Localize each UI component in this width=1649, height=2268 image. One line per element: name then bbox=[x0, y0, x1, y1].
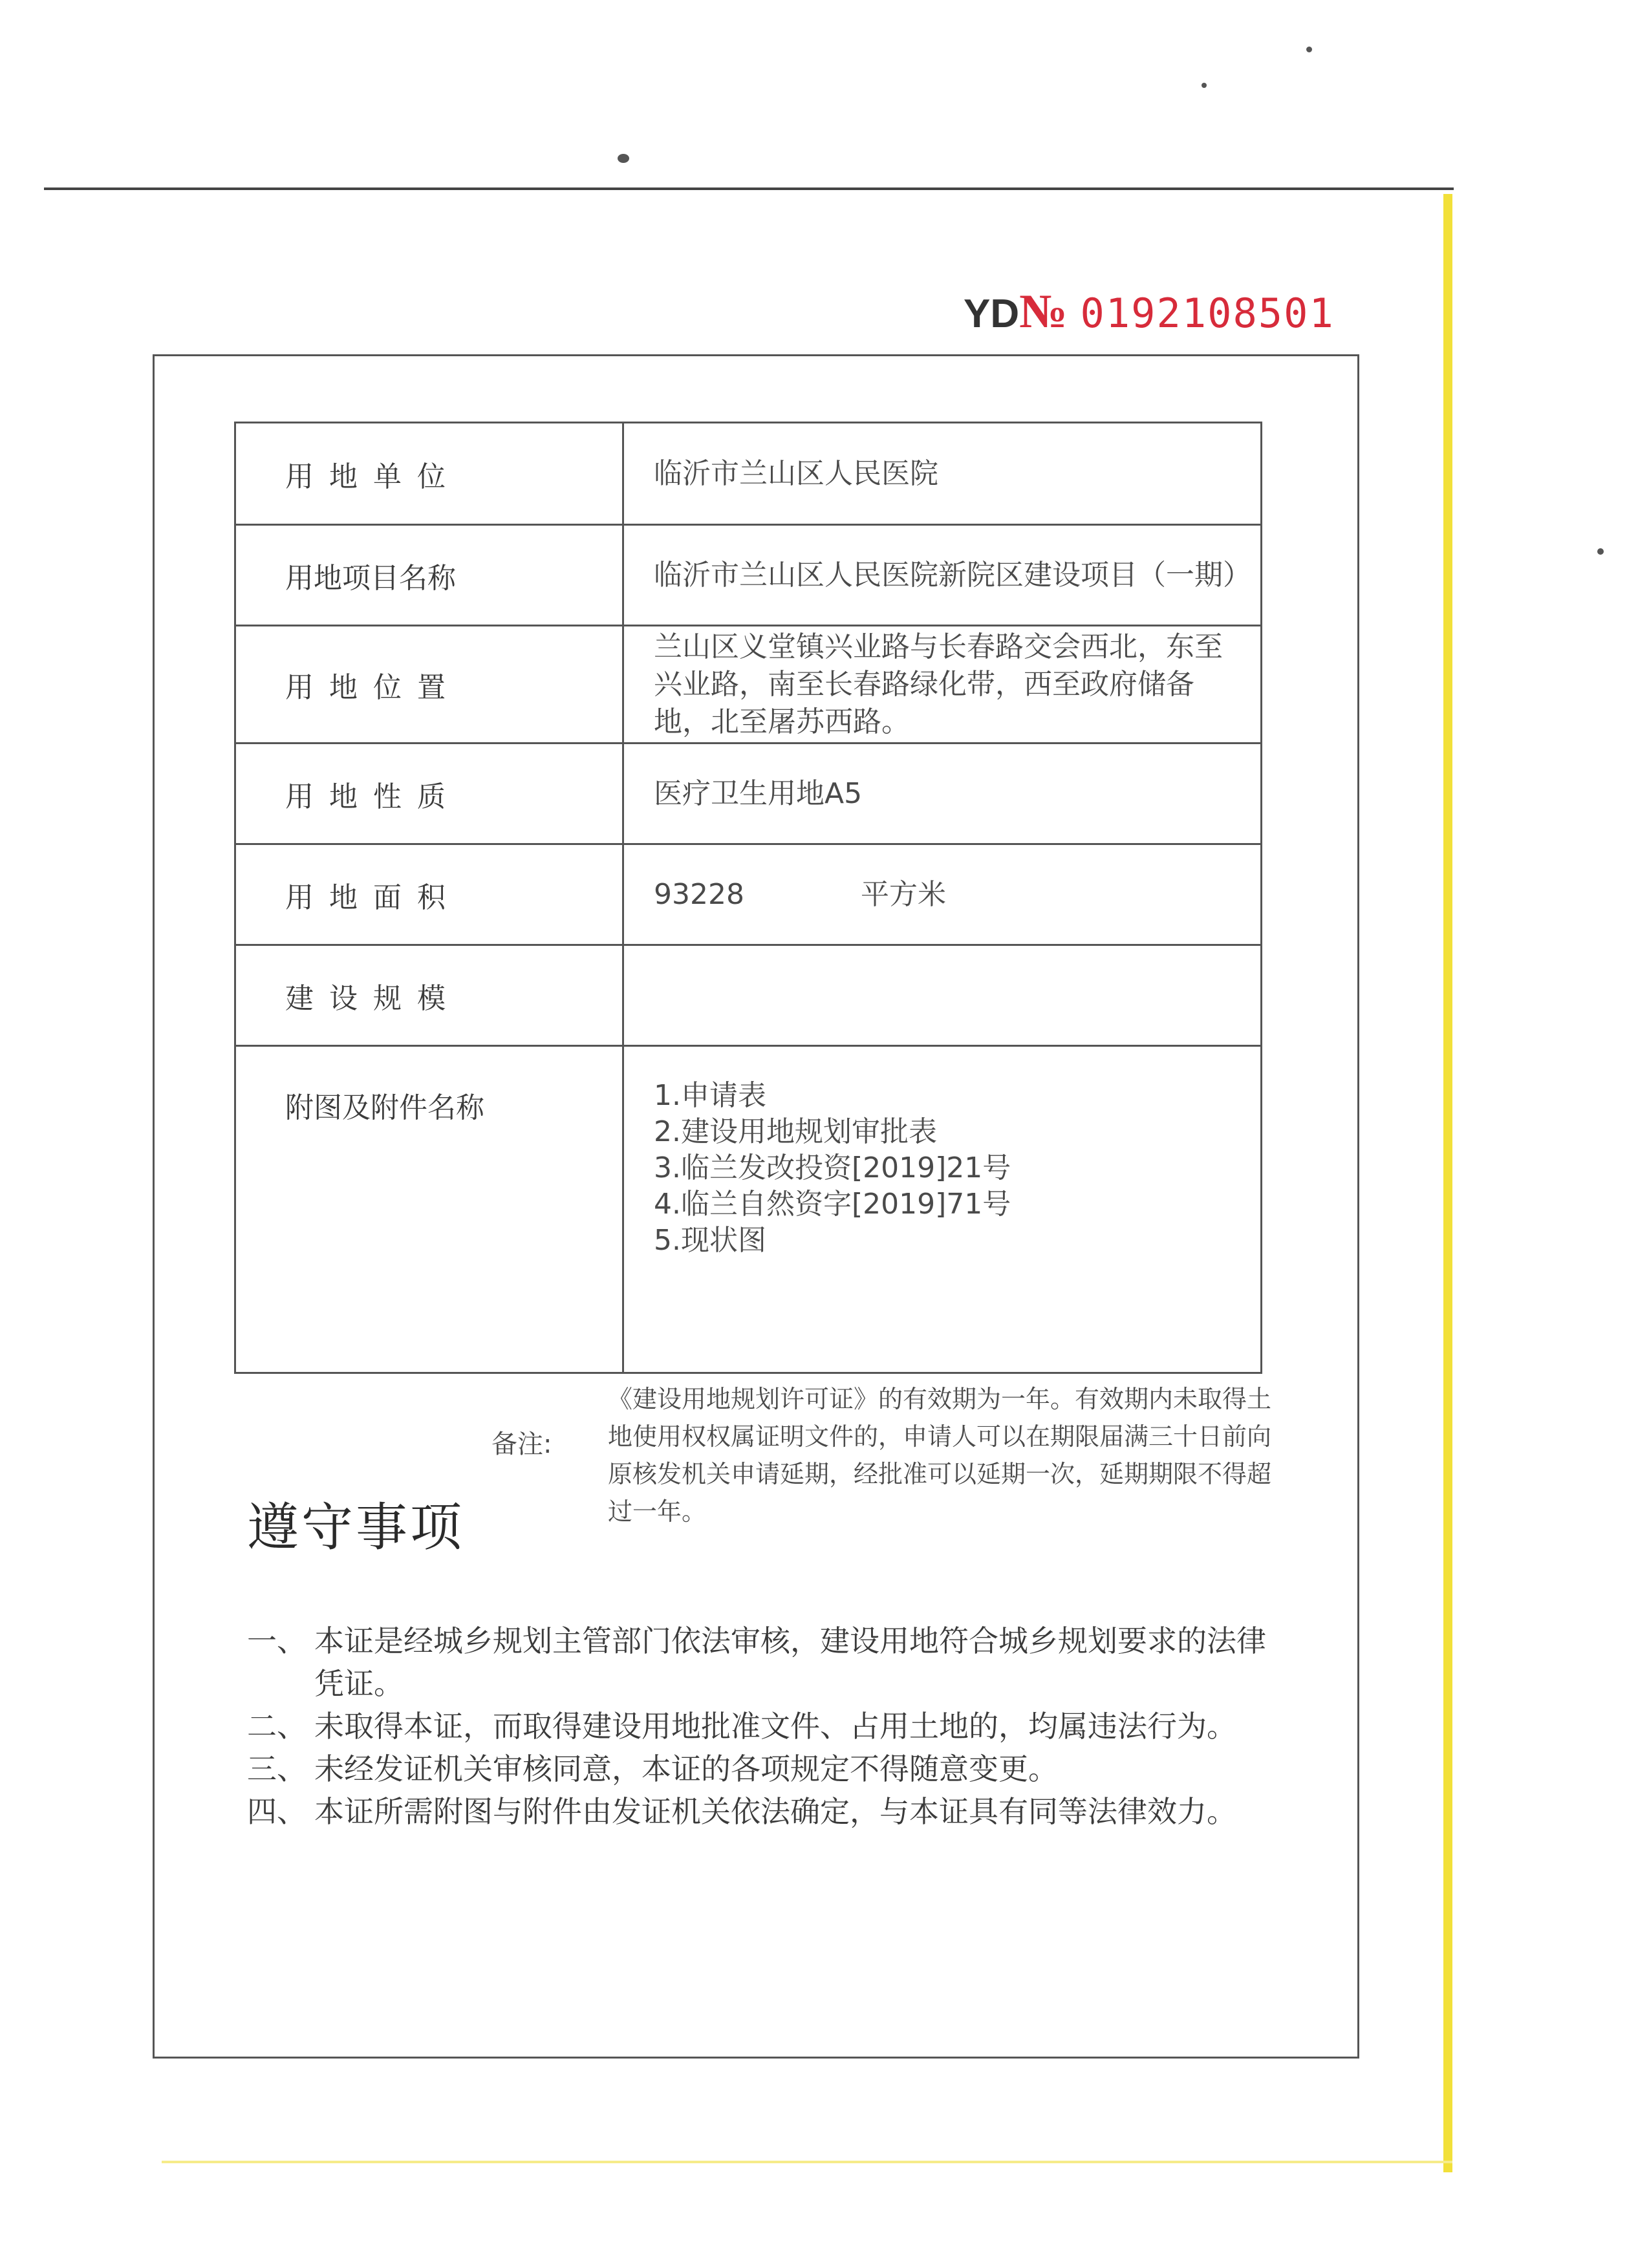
table-row-location bbox=[235, 626, 1262, 744]
rule-number: 二、 bbox=[247, 1709, 307, 1744]
rule-item bbox=[247, 1620, 1295, 1705]
scan-speck bbox=[1202, 83, 1207, 88]
land-area-cell bbox=[623, 844, 1262, 945]
attachment-item: 5.现状图 bbox=[654, 1224, 766, 1257]
location-label: 用地位置 bbox=[235, 626, 623, 744]
rule-text: 未经发证机关审核同意，本证的各项规定不得随意变更。 bbox=[314, 1751, 1058, 1786]
attachments-list bbox=[654, 1078, 1247, 1259]
scan-speck bbox=[1597, 548, 1604, 555]
scan-speck bbox=[618, 154, 629, 163]
attachment-item: 2.建设用地规划审批表 bbox=[654, 1115, 937, 1148]
table-row-scale bbox=[235, 945, 1262, 1046]
table-row-attachments bbox=[235, 1046, 1262, 1373]
scale-label: 建设规模 bbox=[235, 945, 623, 1046]
project-name-label: 用地项目名称 bbox=[235, 525, 623, 626]
serial-prefix: YD bbox=[964, 292, 1020, 336]
rule-number: 四、 bbox=[247, 1794, 307, 1829]
rule-text: 本证所需附图与附件由发证机关依法确定，与本证具有同等法律效力。 bbox=[314, 1794, 1236, 1829]
rule-item bbox=[247, 1748, 1295, 1790]
land-area-value: 93228 bbox=[654, 877, 744, 911]
attachment-item: 1.申请表 bbox=[654, 1079, 766, 1112]
serial-no-mark: № bbox=[1019, 285, 1068, 338]
remark-text: 《建设用地规划许可证》的有效期为一年。有效期内未取得土地使用权权属证明文件的，申请人可以在期限届满三十日前向原核发机关申请延期，经批准可以延期一次，延期期限不得超过一年。 bbox=[608, 1385, 1272, 1526]
rules-list bbox=[247, 1620, 1295, 1833]
land-area-label: 用地面积 bbox=[235, 844, 623, 945]
yellow-cover-edge bbox=[1443, 194, 1452, 2172]
land-nature-label: 用地性质 bbox=[235, 744, 623, 844]
page-top-edge-line bbox=[44, 187, 1454, 190]
land-nature-value: 医疗卫生用地A5 bbox=[623, 744, 1262, 844]
yellow-bottom-edge bbox=[162, 2161, 1452, 2163]
scale-value bbox=[623, 945, 1262, 1046]
scan-speck bbox=[1306, 47, 1312, 52]
rule-text: 未取得本证，而取得建设用地批准文件、占用土地的，均属违法行为。 bbox=[314, 1709, 1236, 1744]
attachments-cell bbox=[623, 1046, 1262, 1373]
section-title: 遵守事项 bbox=[247, 1497, 464, 1557]
table-row-land-user bbox=[235, 423, 1262, 525]
land-area-unit: 平方米 bbox=[860, 877, 946, 911]
table-row-project-name bbox=[235, 525, 1262, 626]
attachment-item: 3.临兰发改投资[2019]21号 bbox=[654, 1151, 1011, 1184]
location-value: 兰山区义堂镇兴业路与长春路交会西北，东至兴业路，南至长春路绿化带，西至政府储备地，北至屠苏西路。 bbox=[623, 626, 1262, 744]
serial-digits: 0192108501 bbox=[1080, 290, 1335, 337]
rule-text: 本证是经城乡规划主管部门依法审核，建设用地符合城乡规划要求的法律凭证。 bbox=[314, 1623, 1266, 1701]
rule-number: 三、 bbox=[247, 1751, 307, 1786]
table-row-land-area bbox=[235, 844, 1262, 945]
rule-number: 一、 bbox=[247, 1623, 307, 1658]
land-user-value: 临沂市兰山区人民医院 bbox=[623, 423, 1262, 525]
attachment-item: 4.临兰自然资字[2019]71号 bbox=[654, 1188, 1011, 1221]
rule-item bbox=[247, 1790, 1295, 1833]
serial-number bbox=[964, 284, 1335, 339]
permit-table bbox=[234, 422, 1262, 1374]
land-user-label: 用地单位 bbox=[235, 423, 623, 525]
attachments-label: 附图及附件名称 bbox=[235, 1046, 623, 1373]
remark-label: 备注: bbox=[491, 1429, 552, 1459]
table-row-land-nature bbox=[235, 744, 1262, 844]
rule-item bbox=[247, 1705, 1295, 1748]
project-name-value: 临沂市兰山区人民医院新院区建设项目（一期） bbox=[623, 525, 1262, 626]
